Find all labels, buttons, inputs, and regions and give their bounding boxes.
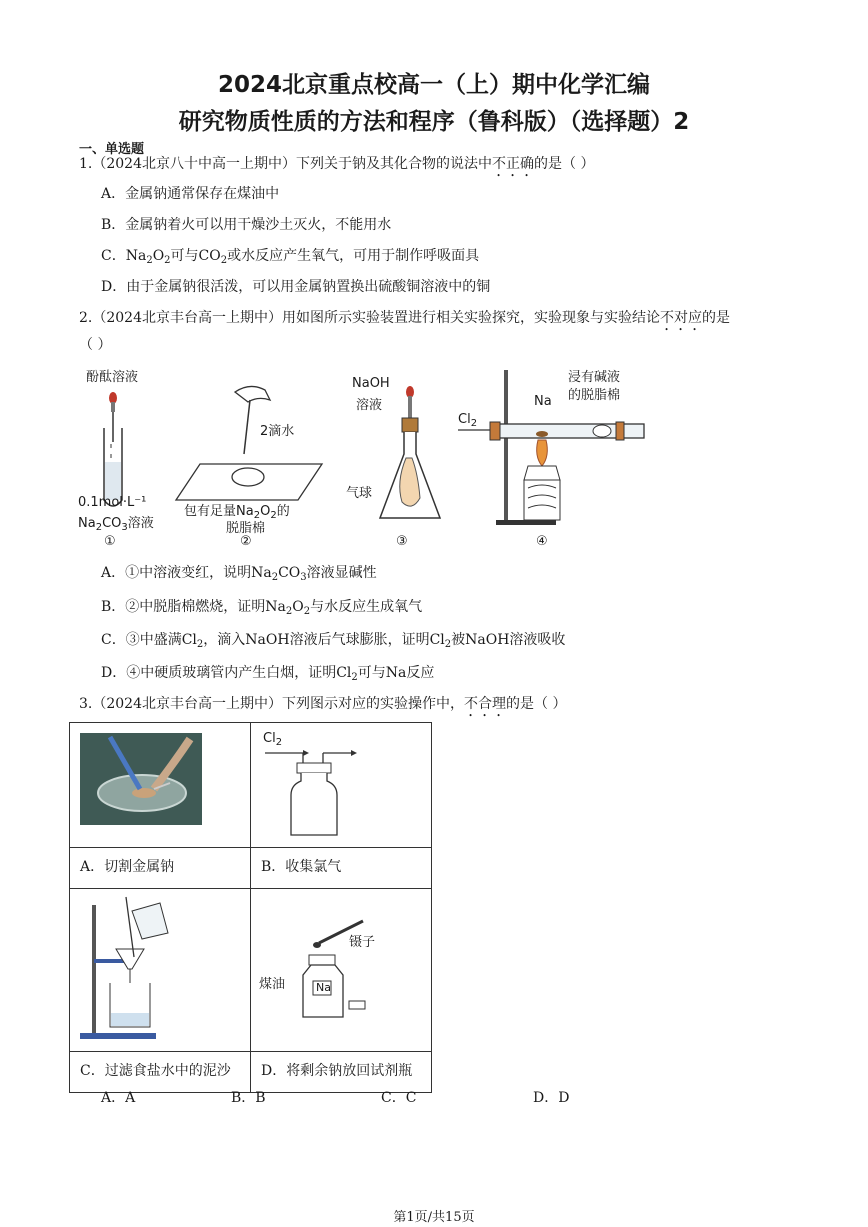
cell-b-image: $Cl_2$ — [251, 723, 432, 848]
question-1-stem: 1.（2024北京八十中高一上期中）下列关于钠及其化合物的说法中不正确的是（ ） — [79, 156, 595, 172]
cell-a-image — [70, 723, 251, 848]
answer-d: D．D — [533, 1090, 570, 1106]
answer-c: C．C — [381, 1090, 417, 1106]
question-1-option-d: D．由于金属钠很活泼，可以用金属钠置换出硫酸铜溶液中的铜 — [101, 279, 491, 295]
cutting-sodium-photo — [70, 723, 250, 843]
figure-3-flask: NaOH 溶液 气球 ③ — [338, 362, 458, 552]
flask-drawing — [338, 362, 458, 552]
emphasis-text: 不合理 — [464, 696, 506, 712]
question-2-stem: 2.（2024北京丰台高一上期中）用如图所示实验装置进行相关实验探究，实验现象与实验结论不对应的是 — [79, 310, 730, 326]
section-heading: 一、单选题 — [79, 142, 145, 157]
figure-2-cotton: 2滴水 包有足量$Na_2O_2$的 脱脂棉 ② — [170, 362, 330, 552]
question-2-option-c: C．③中盛满$Cl_2$，滴入NaOH溶液后气球膨胀，证明$Cl_2$被NaOH溶液吸收 — [101, 632, 566, 650]
cell-d-caption: D．将剩余钠放回试剂瓶 — [251, 1052, 432, 1093]
figure-1-test-tube: 酚酞溶液 0.1mol·L⁻¹ $Na_2CO_3$溶液 ① — [78, 362, 188, 552]
answer-b: B．B — [231, 1090, 266, 1106]
question-2-stem-cont: （ ） — [79, 337, 112, 353]
question-1-option-c: C．$Na_2O_2$可与$CO_2$或水反应产生氧气，可用于制作呼吸面具 — [101, 248, 480, 266]
answer-a: A．A — [101, 1090, 136, 1106]
filtration-drawing — [70, 889, 250, 1047]
emphasis-text: 不对应 — [659, 310, 702, 326]
cell-d-image: 镊子 煤油 Na — [251, 889, 432, 1052]
cell-c-caption: C．过滤食盐水中的泥沙 — [70, 1052, 251, 1093]
cell-c-image — [70, 889, 251, 1052]
question-1-option-a: A．金属钠通常保存在煤油中 — [101, 186, 280, 202]
gas-bottle-drawing — [251, 723, 431, 843]
cell-a-caption: A．切割金属钠 — [70, 848, 251, 889]
page-number: 第1页/共15页 — [393, 1210, 475, 1225]
question-2-option-a: A．①中溶液变红，说明$Na_2CO_3$溶液显碱性 — [101, 565, 377, 583]
apparatus-drawing — [454, 362, 654, 552]
question-2-option-d: D．④中硬质玻璃管内产生白烟，证明$Cl_2$可与Na反应 — [101, 665, 435, 683]
emphasis-text: 不正确 — [492, 156, 534, 172]
question-3-stem: 3.（2024北京丰台高一上期中）下列图示对应的实验操作中，不合理的是（ ） — [79, 696, 567, 712]
question-3-options-table — [69, 722, 432, 1093]
question-2-option-b: B．②中脱脂棉燃烧，证明$Na_2O_2$与水反应生成氧气 — [101, 599, 423, 617]
cell-b-caption: B．收集氯气 — [251, 848, 432, 889]
page-title: 2024北京重点校高一（上）期中化学汇编 — [217, 72, 650, 98]
question-1-option-b: B．金属钠着火可以用干燥沙土灭火，不能用水 — [101, 217, 392, 233]
page-subtitle: 研究物质性质的方法和程序（鲁科版）（选择题）2 — [178, 109, 690, 135]
reagent-bottle-drawing — [251, 889, 431, 1047]
figure-4-apparatus: $Cl_2$ Na 浸有碱液 的脱脂棉 ④ — [454, 362, 654, 552]
